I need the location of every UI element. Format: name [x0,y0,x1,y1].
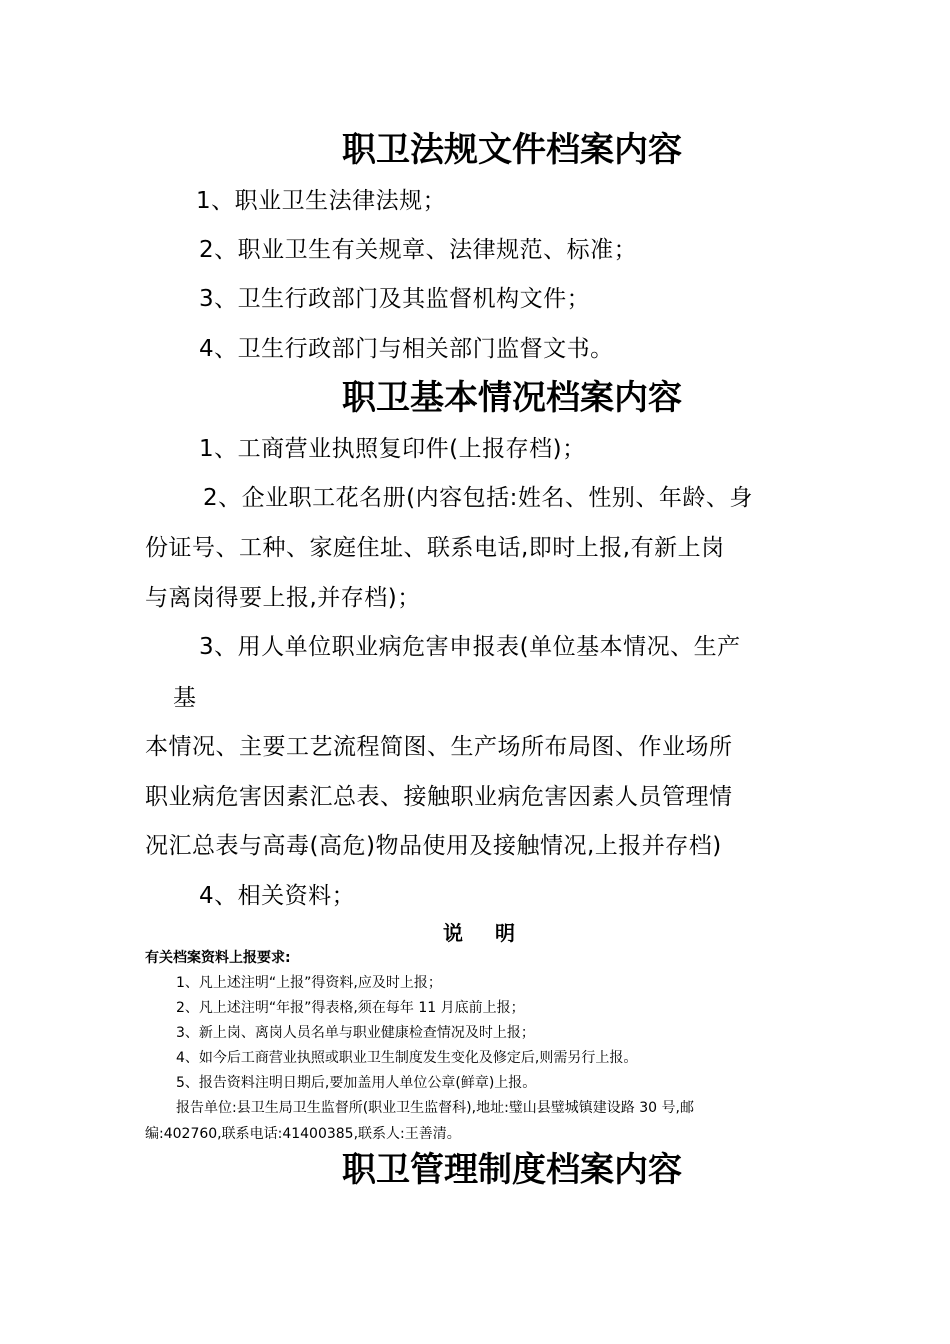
section1-item-2: 2、职业卫生有关规章、法律规范、标准； [199,237,638,263]
notes-item-3: 3、新上岗、离岗人员名单与职业健康检查情况及时上报； [176,1025,535,1041]
notes-title: 说明 [443,921,547,945]
section1-item-1: 1、职业卫生法律法规； [196,188,447,214]
section2-item-3-line-5: 况汇总表与高毒(高危)物品使用及接触情况,上报并存档) [145,833,722,859]
section2-item-2-line-1: 2、企业职工花名册(内容包括:姓名、性别、年龄、身 [203,485,753,511]
notes-item-2: 2、凡上述注明“年报”得表格,须在每年 11 月底前上报； [176,1000,525,1016]
section2-item-4: 4、相关资料； [199,883,356,909]
notes-contact-line-2: 编:402760,联系电话:41400385,联系人:王善清。 [145,1126,461,1142]
notes-item-4: 4、如今后工商营业执照或职业卫生制度发生变化及修定后,则需另行上报。 [176,1050,638,1066]
section3-title: 职卫管理制度档案内容 [342,1150,682,1190]
section2-title: 职卫基本情况档案内容 [342,378,682,418]
notes-item-5: 5、报告资料注明日期后,要加盖用人单位公章(鲜章)上报。 [176,1075,537,1091]
section2-item-3-line-2: 基 [173,685,197,711]
section2-item-1: 1、工商营业执照复印件(上报存档)； [199,436,586,462]
section1-item-4: 4、卫生行政部门与相关部门监督文书。 [199,336,614,362]
section2-item-3-line-1: 3、用人单位职业病危害申报表(单位基本情况、生产 [199,634,741,660]
notes-contact-line-1: 报告单位:县卫生局卫生监督所(职业卫生监督科),地址:璧山县璧城镇建设路 30 号,邮 [176,1100,694,1116]
section2-item-3-line-4: 职业病危害因素汇总表、接触职业病危害因素人员管理情 [145,784,733,810]
section2-item-3-line-3: 本情况、主要工艺流程简图、生产场所布局图、作业场所 [145,734,733,760]
section1-title: 职卫法规文件档案内容 [342,130,682,170]
notes-item-1: 1、凡上述注明“上报”得资料,应及时上报； [176,975,442,991]
section2-item-2-line-3: 与离岗得要上报,并存档)； [145,585,421,611]
section1-item-3: 3、卫生行政部门及其监督机构文件； [199,286,591,312]
section2-item-2-line-2: 份证号、工种、家庭住址、联系电话,即时上报,有新上岗 [145,535,725,561]
notes-heading: 有关档案资料上报要求: [145,950,291,966]
